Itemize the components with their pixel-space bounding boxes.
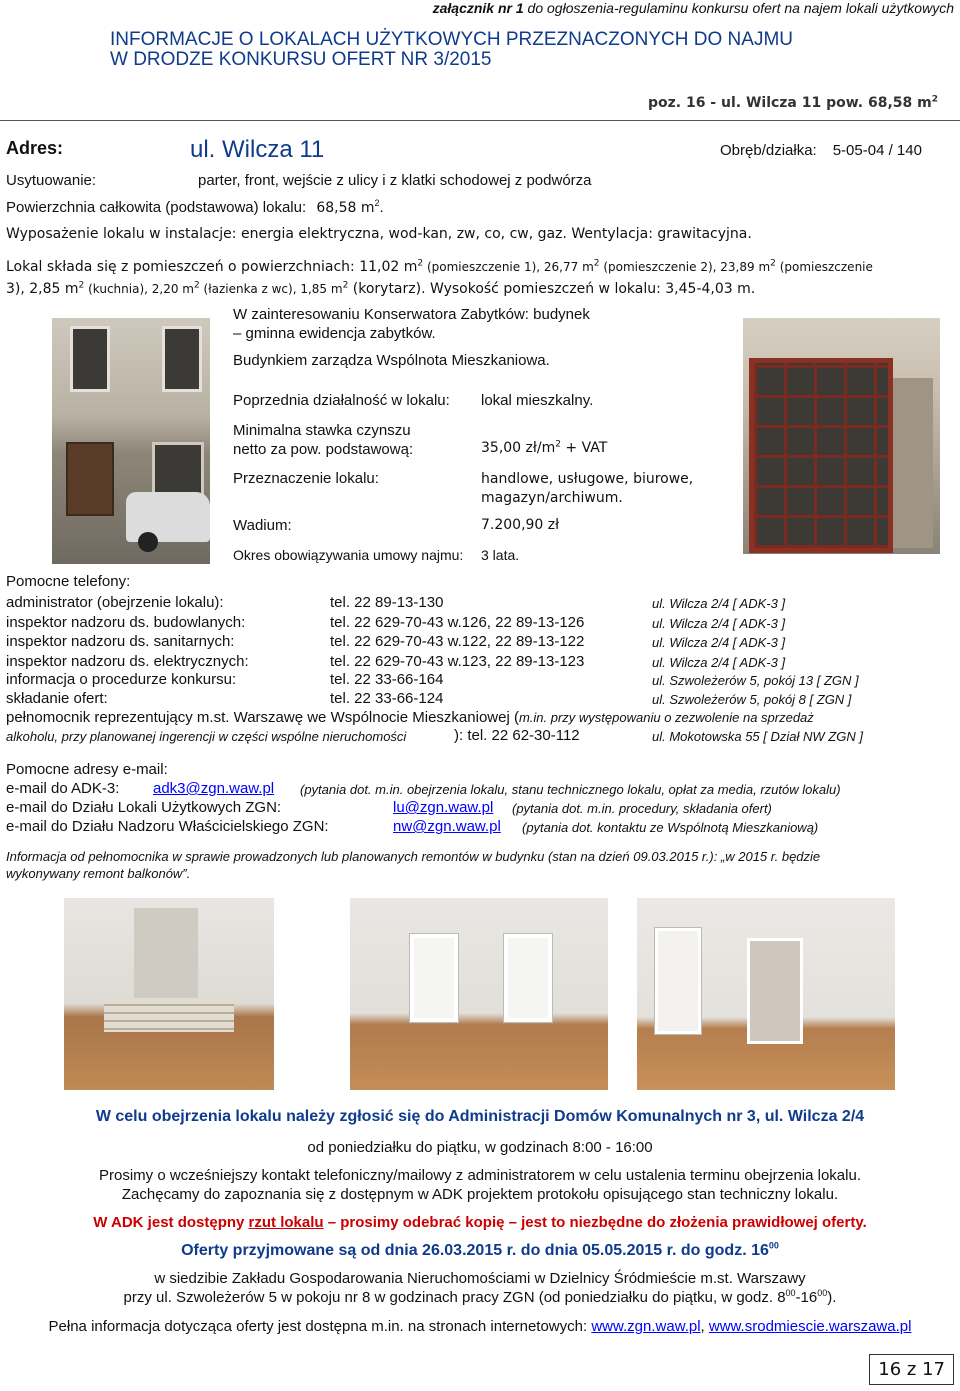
- phone-number: tel. 22 629-70-43 w.122, 22 89-13-122: [330, 633, 585, 650]
- phone-number: tel. 22 629-70-43 w.126, 22 89-13-126: [330, 614, 585, 631]
- email-adk3-link[interactable]: adk3@zgn.waw.pl: [153, 780, 275, 797]
- renovation-info: Informacja od pełnomocnika w sprawie prowadzonych lub planowanych remontów w budynku (stan na dzień 09.03.2015 r.): „w 2015 r. będzie wykonywany remont balkonów”.: [6, 849, 821, 881]
- rent-label: Minimalna stawka czynszu netto za pow. podstawową:: [233, 422, 414, 458]
- viewing-instructions: W celu obejrzenia lokalu należy zgłosić się do Administracji Domów Komunalnych nr 3, ul. Wilcza 2/4: [95, 1108, 865, 1125]
- phone-role: inspektor nadzoru ds. budowlanych:: [6, 614, 246, 631]
- phone-address: ul. Wilcza 2/4 [ ADK-3 ]: [652, 635, 786, 650]
- phone-role: administrator (obejrzenie lokalu):: [6, 594, 224, 611]
- rooms-description: Lokal składa się z pomieszczeń o powierzchniach: 11,02 $m^2$ (pomieszczenie 1), 26,77 $m^2$ (pomieszczenie 2), 23,89 $m^2$ (pomieszczenie 3), 2,85 $m^2$ (kuchnia), 2,20 $m^2$ (łazienka z wc), 1,85 $m^2$ (korytarz). Wysokość pomieszczeń w lokalu: 3,45-4,03 m.: [6, 258, 873, 297]
- header-divider: [0, 120, 960, 121]
- proxy-row: pełnomocnik reprezentujący m.st. Warszawę we Wspólnocie Mieszkaniowej (m.in. przy występowaniu o zezwolenie na sprzedaż: [6, 709, 814, 726]
- location-row: Usytuowanie: parter, front, wejście z ulicy i z klatki schodowej z podwórza: [6, 172, 592, 189]
- interior-photo-3: [637, 898, 895, 1090]
- lease-term-value: 3 lata.: [481, 547, 520, 563]
- contact-request: Prosimy o wcześniejszy kontakt telefoniczny/mailowy z administratorem w celu ustalenia terminu obejrzenia lokalu.: [99, 1167, 861, 1184]
- proxy-address: ul. Mokotowska 55 [ Dział NW ZGN ]: [652, 729, 863, 744]
- manager-info: Budynkiem zarządza Wspólnota Mieszkaniowa.: [233, 352, 550, 369]
- interior-photo-1: [64, 898, 274, 1090]
- zgn-website-link[interactable]: www.zgn.waw.pl: [591, 1318, 701, 1335]
- phones-title: Pomocne telefony:: [6, 573, 131, 590]
- address-label: Adres:: [6, 138, 64, 158]
- email-label: e-mail do Działu Nadzoru Właścicielskiego ZGN:: [6, 818, 329, 835]
- office-location: w siedzibie Zakładu Gospodarowania Nieruchomościami w Dzielnicy Śródmieście m.st. Warszawy: [154, 1270, 806, 1287]
- attachment-note: załącznik nr 1 do ogłoszenia-regulaminu konkursu ofert na najem lokali użytkowych: [432, 0, 954, 16]
- page-title: INFORMACJE O LOKALACH UŻYTKOWYCH PRZEZNACZONYCH DO NAJMU W DRODZE KONKURSU OFERT NR 3/2015: [110, 29, 793, 70]
- phone-role: inspektor nadzoru ds. elektrycznych:: [6, 653, 249, 670]
- email-note: (pytania dot. kontaktu ze Wspólnotą Mieszkaniową): [522, 820, 819, 835]
- phone-role: inspektor nadzoru ds. sanitarnych:: [6, 633, 235, 650]
- phone-address: ul. Wilcza 2/4 [ ADK-3 ]: [652, 596, 786, 611]
- phone-number: tel. 22 629-70-43 w.123, 22 89-13-123: [330, 653, 585, 670]
- page-number: 16 z 17: [869, 1354, 954, 1385]
- conservation-info: W zainteresowaniu Konserwatora Zabytków: budynek – gminna ewidencja zabytków.: [233, 306, 590, 342]
- offer-dates: Oferty przyjmowane są od dnia 26.03.2015 r. do dnia 05.05.2015 r. do godz. $16^{00}$: [181, 1240, 779, 1259]
- phone-number: tel. 22 33-66-164: [330, 671, 444, 688]
- installations-row: Wyposażenie lokalu w instalacje: energia elektryczna, wod-kan, zw, co, cw, gaz. Wentylacja: grawitacyjna.: [6, 226, 752, 242]
- proxy-phone: ): tel. 22 62-30-112: [454, 727, 580, 744]
- email-note: (pytania dot. m.in. obejrzenia lokalu, stanu technicznego lokalu, opłat za media, rzutów lokalu): [300, 782, 841, 797]
- interior-photo-2: [350, 898, 608, 1090]
- floor-plan-link[interactable]: rzut lokalu: [248, 1214, 324, 1231]
- building-facade-photo: [52, 318, 210, 564]
- purpose-label: Przeznaczenie lokalu:: [233, 470, 379, 487]
- email-label: e-mail do ADK-3:: [6, 780, 120, 797]
- area-row: Powierzchnia całkowita (podstawowa) lokalu: 68,58 $m^2$.: [6, 198, 384, 216]
- phone-role: informacja o procedurze konkursu:: [6, 671, 237, 688]
- email-lu-link[interactable]: lu@zgn.waw.pl: [393, 799, 494, 816]
- previous-use-value: lokal mieszkalny.: [481, 392, 594, 409]
- protocol-note: Zachęcamy do zapoznania się z dostępnym w ADK projektem protokołu opisującego stan techniczny lokalu.: [121, 1186, 839, 1203]
- srodmiescie-website-link[interactable]: www.srodmiescie.warszawa.pl: [708, 1318, 912, 1335]
- phone-address: ul. Szwoleżerów 5, pokój 8 [ ZGN ]: [652, 692, 852, 707]
- address-value: ul. Wilcza 11: [190, 136, 325, 163]
- phone-role: składanie ofert:: [6, 690, 108, 707]
- office-hours: przy ul. Szwoleżerów 5 w pokoju nr 8 w godzinach pracy ZGN (od poniedziałku do piątku, w godz. $8^{00}-16^{00}$).: [123, 1288, 837, 1306]
- lease-term-label: Okres obowiązywania umowy najmu:: [233, 547, 464, 563]
- storefront-grill-photo: [743, 318, 940, 554]
- floor-plan-note: W ADK jest dostępny rzut lokalu – prosimy odebrać kopię – jest to niezbędne do złożenia prawidłowej oferty.: [93, 1214, 867, 1231]
- position-summary: poz. 16 - ul. Wilcza 11 pow. 68,58 $m^2$: [647, 94, 938, 111]
- proxy-row-cont: alkoholu, przy planowanej ingerencji w części wspólne nieruchomości: [6, 729, 407, 744]
- emails-title: Pomocne adresy e-mail:: [6, 761, 168, 778]
- deposit-value: 7.200,90 zł: [481, 517, 560, 533]
- rent-value: 35,00 $zł/m^2$ + VAT: [481, 439, 608, 456]
- parcel-info: Obręb/działka: 5-05-04 / 140: [720, 142, 922, 159]
- web-info: Pełna informacja dotycząca oferty jest dostępna m.in. na stronach internetowych: www.zgn.waw.pl, www.srodmiescie.warszawa.pl: [48, 1318, 912, 1335]
- viewing-hours: od poniedziałku do piątku, w godzinach 8:00 - 16:00: [307, 1139, 653, 1156]
- phone-number: tel. 22 33-66-124: [330, 690, 444, 707]
- deposit-label: Wadium:: [233, 517, 292, 534]
- phone-address: ul. Wilcza 2/4 [ ADK-3 ]: [652, 616, 786, 631]
- phone-number: tel. 22 89-13-130: [330, 594, 444, 611]
- email-note: (pytania dot. m.in. procedury, składania ofert): [512, 801, 772, 816]
- email-nw-link[interactable]: nw@zgn.waw.pl: [393, 818, 501, 835]
- previous-use-label: Poprzednia działalność w lokalu:: [233, 392, 450, 409]
- phone-address: ul. Szwoleżerów 5, pokój 13 [ ZGN ]: [652, 673, 859, 688]
- purpose-value: handlowe, usługowe, biurowe, magazyn/archiwum.: [481, 471, 694, 506]
- phone-address: ul. Wilcza 2/4 [ ADK-3 ]: [652, 655, 786, 670]
- email-label: e-mail do Działu Lokali Użytkowych ZGN:: [6, 799, 282, 816]
